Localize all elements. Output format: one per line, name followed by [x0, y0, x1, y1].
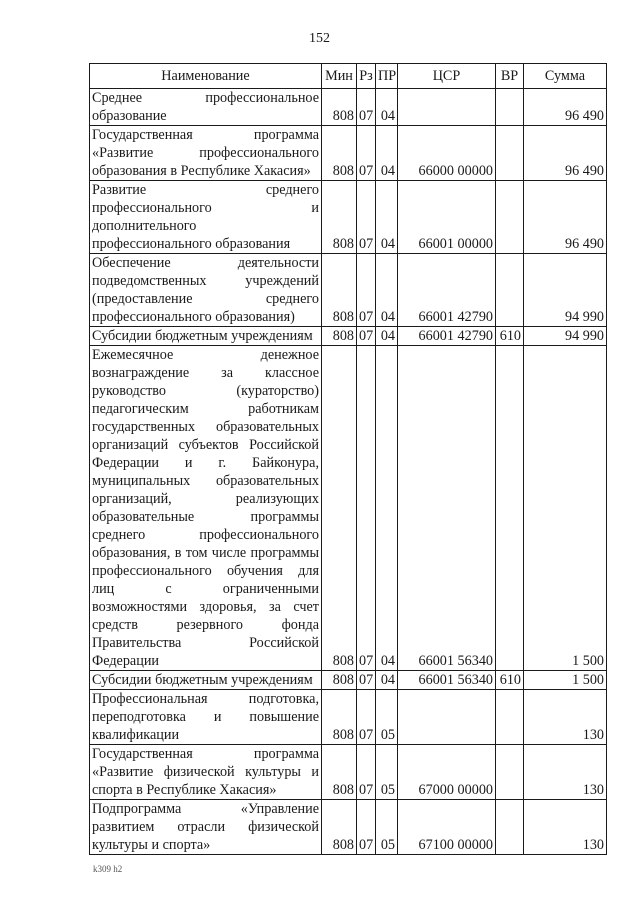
row-sum: 96 490: [524, 181, 607, 254]
row-pr: 05: [376, 800, 398, 855]
row-min: 808: [322, 346, 357, 671]
row-sum: 1 500: [524, 346, 607, 671]
row-rz: 07: [357, 327, 376, 346]
table-row: [90, 745, 607, 800]
row-min: 808: [322, 690, 357, 745]
row-rz: 07: [357, 745, 376, 800]
row-name: Обеспечение деятельности подведомственных учреждений (предоставление среднего профессионального образования): [90, 254, 322, 327]
row-csr: 66001 42790: [398, 254, 496, 327]
header-csr: ЦСР: [398, 64, 496, 89]
row-min: 808: [322, 181, 357, 254]
row-name: Субсидии бюджетным учреждениям: [90, 671, 322, 690]
row-sum: 130: [524, 800, 607, 855]
row-pr: 05: [376, 745, 398, 800]
row-csr: 66001 56340: [398, 671, 496, 690]
row-name: Среднее профессиональное образование: [90, 89, 322, 126]
row-csr: 66001 00000: [398, 181, 496, 254]
row-vr: [496, 254, 524, 327]
row-name: Государственная программа «Развитие профессионального образования в Республике Хакасия»: [90, 126, 322, 181]
row-rz: 07: [357, 89, 376, 126]
row-pr: 04: [376, 126, 398, 181]
row-min: 808: [322, 671, 357, 690]
row-name: Развитие среднего профессионального и дополнительного профессионального образования: [90, 181, 322, 254]
row-vr: 610: [496, 327, 524, 346]
row-min: 808: [322, 126, 357, 181]
row-pr: 04: [376, 327, 398, 346]
row-csr: 67100 00000: [398, 800, 496, 855]
row-name: Субсидии бюджетным учреждениям: [90, 327, 322, 346]
row-csr: 66000 00000: [398, 126, 496, 181]
row-name: Профессиональная подготовка, переподготовка и повышение квалификации: [90, 690, 322, 745]
row-min: 808: [322, 327, 357, 346]
row-pr: 04: [376, 346, 398, 671]
header-sum: Сумма: [524, 64, 607, 89]
row-vr: [496, 126, 524, 181]
row-csr: 66001 42790: [398, 327, 496, 346]
row-vr: [496, 800, 524, 855]
header-pr: ПР: [376, 64, 398, 89]
header-vr: ВР: [496, 64, 524, 89]
row-sum: 130: [524, 745, 607, 800]
row-rz: 07: [357, 690, 376, 745]
row-pr: 04: [376, 671, 398, 690]
budget-table: [89, 63, 607, 855]
row-vr: [496, 346, 524, 671]
row-pr: 04: [376, 181, 398, 254]
row-pr: 04: [376, 89, 398, 126]
row-rz: 07: [357, 800, 376, 855]
row-sum: 1 500: [524, 671, 607, 690]
row-csr: 66001 56340: [398, 346, 496, 671]
row-sum: 96 490: [524, 126, 607, 181]
page-number: 152: [309, 31, 330, 46]
row-rz: 07: [357, 126, 376, 181]
row-min: 808: [322, 745, 357, 800]
table-row: [90, 181, 607, 254]
row-vr: [496, 690, 524, 745]
row-csr: [398, 690, 496, 745]
row-sum: 130: [524, 690, 607, 745]
table-row: [90, 126, 607, 181]
row-rz: 07: [357, 181, 376, 254]
row-rz: 07: [357, 346, 376, 671]
row-name: Подпрограмма «Управление развитием отрасли физической культуры и спорта»: [90, 800, 322, 855]
table-row: [90, 89, 607, 126]
table-header-row: [90, 64, 607, 89]
table-row: [90, 254, 607, 327]
row-vr: [496, 181, 524, 254]
table-row: [90, 671, 607, 690]
table-row: [90, 800, 607, 855]
table-row: [90, 327, 607, 346]
row-min: 808: [322, 254, 357, 327]
row-vr: [496, 745, 524, 800]
header-min: Мин: [322, 64, 357, 89]
table-row: [90, 690, 607, 745]
row-name: Ежемесячное денежное вознаграждение за классное руководство (кураторство) педагогическим работникам государственных образовательных организаций субъектов Российской Федерации и г. Байконура, муниципальных образовательных организаций, реализующих образовательные программы среднего профессионального образования, в том числе программы профессионального обучения для лиц с ограниченными возможностями здоровья, за счет средств резервного фонда Правительства Российской Федерации: [90, 346, 322, 671]
row-pr: 05: [376, 690, 398, 745]
row-csr: [398, 89, 496, 126]
row-rz: 07: [357, 254, 376, 327]
row-sum: 94 990: [524, 327, 607, 346]
row-min: 808: [322, 800, 357, 855]
footer-code: k309 h2: [93, 864, 123, 874]
row-rz: 07: [357, 671, 376, 690]
header-rz: Рз: [357, 64, 376, 89]
header-name: Наименование: [90, 64, 322, 89]
row-sum: 96 490: [524, 89, 607, 126]
row-vr: [496, 89, 524, 126]
row-csr: 67000 00000: [398, 745, 496, 800]
row-sum: 94 990: [524, 254, 607, 327]
row-min: 808: [322, 89, 357, 126]
table-row: [90, 346, 607, 671]
row-name: Государственная программа «Развитие физической культуры и спорта в Республике Хакасия»: [90, 745, 322, 800]
row-pr: 04: [376, 254, 398, 327]
row-vr: 610: [496, 671, 524, 690]
